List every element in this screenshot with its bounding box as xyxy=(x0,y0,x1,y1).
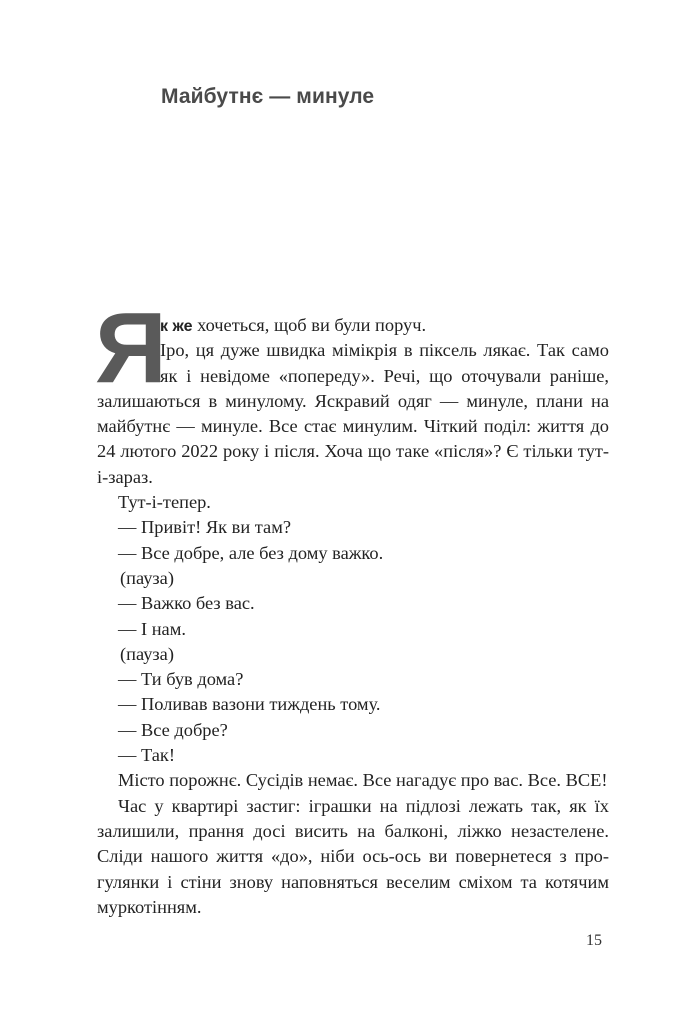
dialogue-line: — Все добре, але без дому важко. xyxy=(118,542,384,563)
dialogue-line: — Важко без вас. xyxy=(118,593,255,614)
city-line: Місто порожнє. Сусідів немає. Все нагадує про вас. Все. ВСЕ! xyxy=(118,770,608,791)
paragraph-2-line: залишили, прання досі висить на балконі, ліжко незастелене. xyxy=(97,820,609,841)
chapter-title: Майбутнє — минуле xyxy=(161,85,375,108)
paragraph-2-line: Сліди нашого життя «до», ніби ось-ось ви повернетеся з про- xyxy=(97,846,609,867)
body-text xyxy=(97,313,609,920)
opening-lead-rest: хочеться, щоб ви були поруч. xyxy=(192,315,427,335)
dialogue-pause: (пауза) xyxy=(120,567,174,588)
page-number: 15 xyxy=(586,932,602,949)
dialogue-line: — І нам. xyxy=(118,618,186,639)
dialogue-pause: (пауза) xyxy=(120,643,174,664)
paragraph-1-line: і-зараз. xyxy=(97,466,153,487)
dialogue-line: — Поливав вазони тиждень тому. xyxy=(118,694,381,715)
dialogue-line: — Ти був дома? xyxy=(118,669,244,690)
dialogue-line: — Все добре? xyxy=(118,719,228,740)
paragraph-2-line: муркотінням. xyxy=(97,896,202,917)
drop-cap: Я xyxy=(95,292,167,404)
dialogue-line: — Так! xyxy=(118,745,175,766)
paragraph-2-line: гулянки і стіни знову наповняться веселим сміхом та котячим xyxy=(97,871,609,892)
dialogue-line: — Привіт! Як ви там? xyxy=(118,517,292,538)
opening-lead-bold: к же xyxy=(160,318,193,335)
here-now-line: Тут-і-тепер. xyxy=(118,492,211,513)
opening-line xyxy=(97,313,609,338)
paragraph-1-line: Іро, ця дуже швидка мімікрія в піксель лякає. Так само xyxy=(160,340,609,361)
paragraph-2-line: Час у квартирі застиг: іграшки на підлозі лежать так, як їх xyxy=(118,795,609,816)
paragraph-1-line: майбутнє — минуле. Все стає минулим. Чіткий поділ: життя до xyxy=(97,416,609,437)
paragraph-1-line: як і невідоме «попереду». Речі, що оточували раніше, xyxy=(160,365,609,386)
paragraph-1-line: залишаються в минулому. Яскравий одяг — минуле, плани на xyxy=(97,390,609,411)
paragraph-1-line: 24 лютого 2022 року і після. Хоча що таке «після»? Є тільки тут- xyxy=(97,441,609,462)
